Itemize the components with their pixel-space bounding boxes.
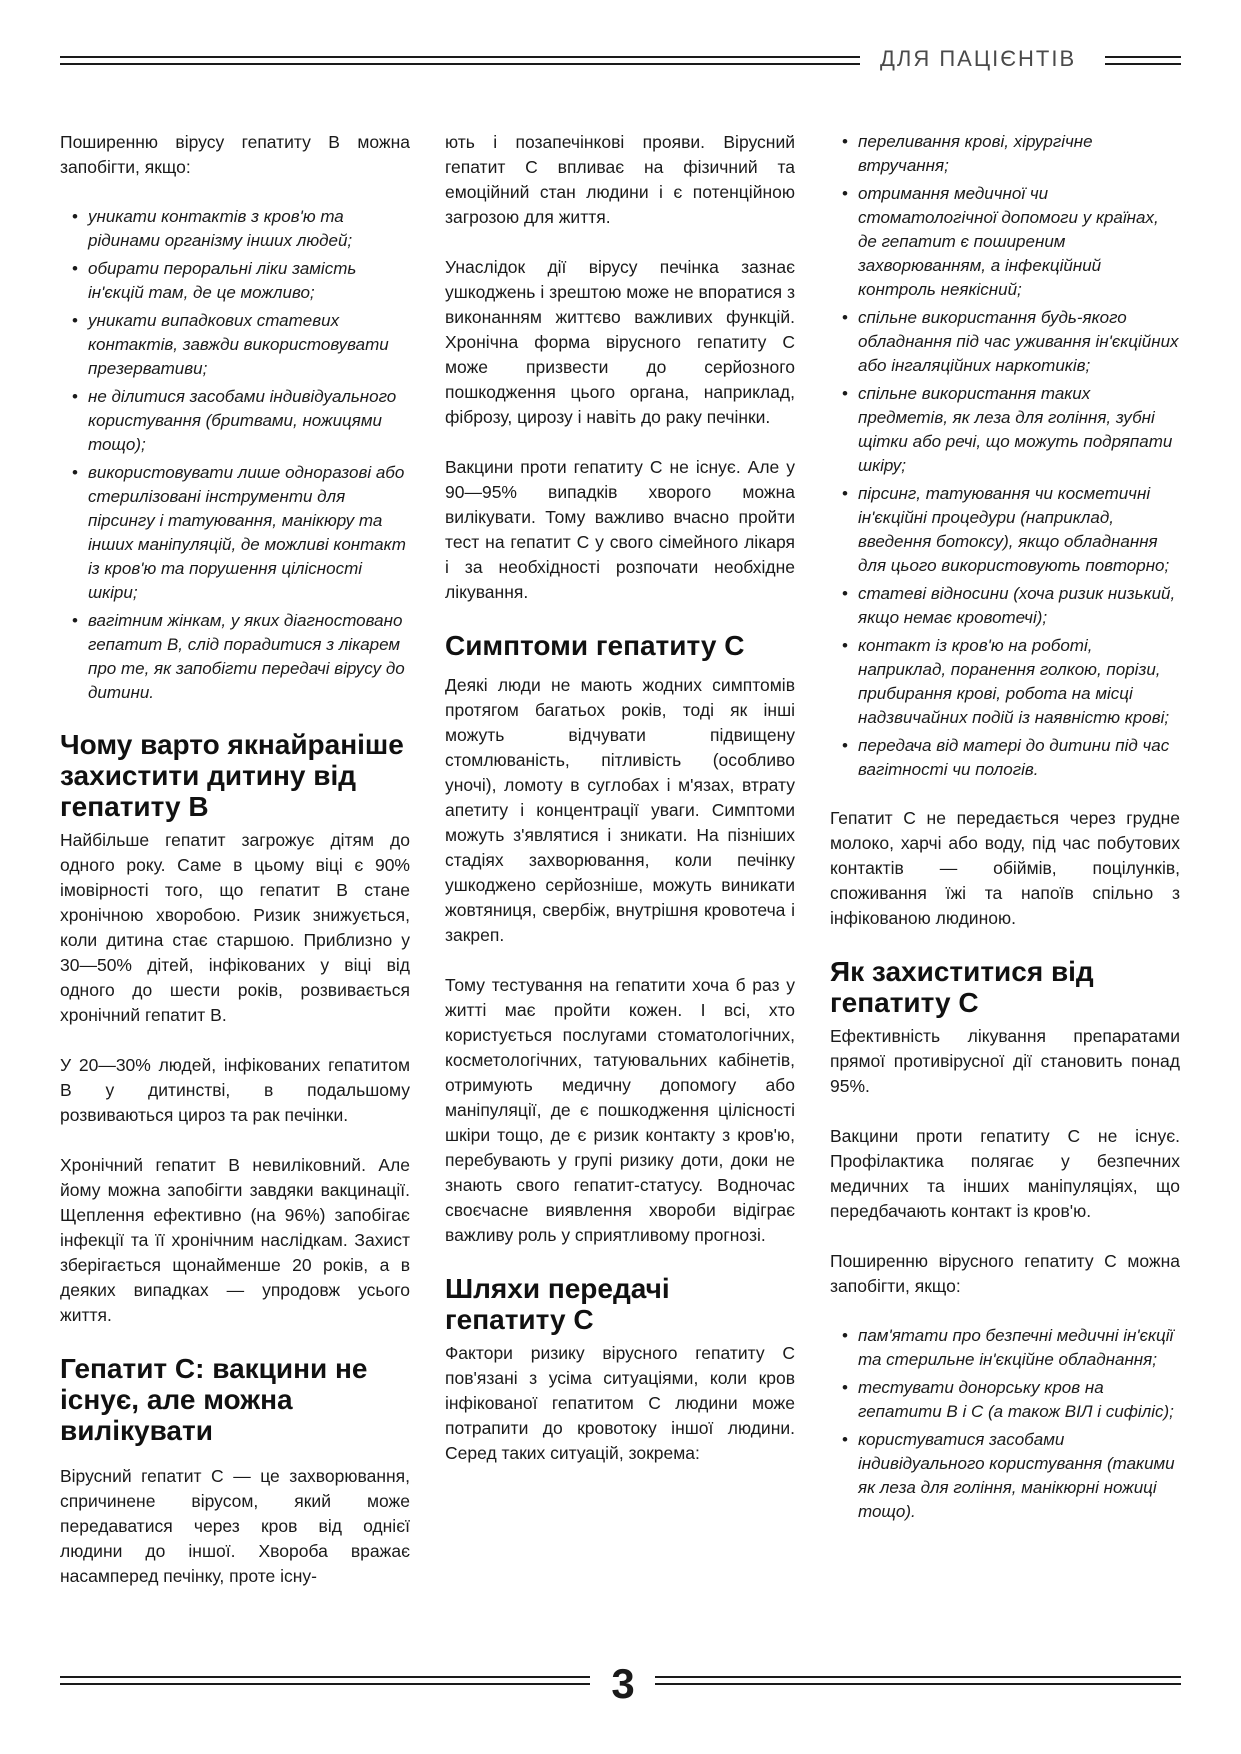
paragraph: У 20—30% людей, інфікованих гепатитом В у дитинстві, в подальшому розвиваються цироз та рак печінки. xyxy=(60,1055,410,1125)
paragraph: Вакцини проти гепатиту С не існує. Профілактика полягає у безпечних медичних та інших маніпуляціях, що передбачають контакт із кров'ю. xyxy=(830,1126,1180,1221)
paragraph: Вакцини проти гепатиту С не існує. Але у 90—95% випадків хворого можна вилікувати. Тому важливо вчасно пройти тест на гепатит С у свого сімейного лікаря і за необхідності розпочати необхідне лікування. xyxy=(445,457,795,602)
footer-rule-right xyxy=(655,1676,1181,1685)
paragraph: Фактори ризику вірусного гепатиту С пов'язані з усіма ситуаціями, коли кров інфікованої гепатитом С людини може потрапити до кровотоку іншої людини. Серед таких ситуацій, зокрема: xyxy=(445,1343,795,1463)
paragraph: Ефективність лікування препаратами прямої противірусної дії становить понад 95%. xyxy=(830,1026,1180,1096)
list-item: • спільне використання таких предметів, як леза для гоління, зубні щітки або речі, що можуть подряпати шкіру; xyxy=(830,382,1180,478)
paragraph: Гепатит С не передається через грудне молоко, харчі або воду, під час побутових контактів — обіймів, поцілунків, споживання їжі та напоїв спільно з інфікованою людиною. xyxy=(830,808,1180,928)
section-heading: Як захиститися від гепатиту С xyxy=(830,956,1094,1018)
list-item: • вагітним жінкам, у яких діагностовано гепатит В, слід порадитися з лікарем про те, як запобігти передачі вірусу до дитини. xyxy=(60,609,410,705)
list-item: • уникати контактів з кров'ю та рідинами організму інших людей; xyxy=(60,205,410,253)
column-2 xyxy=(445,130,795,1491)
list-item: • використовувати лише одноразові або стерилізовані інструменти для пірсингу і татуювання, манікюру та інших маніпуляцій, де можливі контакт із кров'ю та порушення цілісності шкіри; xyxy=(60,461,410,605)
list-item: • користуватися засобами індивідуального користування (такими як леза для гоління, манікюрні ножиці тощо). xyxy=(830,1428,1180,1524)
list-item: • обирати пероральні ліки замість ін'єкцій там, де це можливо; xyxy=(60,257,410,305)
paragraph: Поширенню вірусу гепатиту В можна запобігти, якщо: xyxy=(60,132,410,177)
prevention-list-hep-b xyxy=(60,205,410,705)
list-item: • уникати випадкових статевих контактів, завжди використовувати презервативи; xyxy=(60,309,410,381)
list-item: • отримання медичної чи стоматологічної допомоги у країнах, де гепатит є поширеним захворюванням, а інфекційний контроль неякісний; xyxy=(830,182,1180,302)
paragraph: Вірусний гепатит С — це захворювання, спричинене вірусом, який може передаватися через кров від однієї людини до іншої. Хвороба вражає насамперед печінку, проте існу- xyxy=(60,1466,410,1586)
list-item: • статеві відносини (хоча ризик низький, якщо немає кровотечі); xyxy=(830,582,1180,630)
paragraph: Найбільше гепатит загрожує дітям до одного року. Саме в цьому віці є 90% імовірності того, що гепатит В стане хронічною хворобою. Ризик знижується, коли дитина стає старшою. Приблизно у 30—50% дітей, інфікованих у віці від одного до шести років, розвивається хронічний гепатит В. xyxy=(60,830,410,1025)
paragraph: Поширенню вірусного гепатиту С можна запобігти, якщо: xyxy=(830,1251,1180,1296)
footer-rule-left xyxy=(60,1676,590,1685)
list-item: • переливання крові, хірургічне втручання; xyxy=(830,130,1180,178)
column-3 xyxy=(830,130,1180,1548)
paragraph: ють і позапечінкові прояви. Вірусний гепатит С впливає на фізичний та емоційний стан людини і є потенційною загрозою для життя. xyxy=(445,132,795,227)
risk-factors-list xyxy=(830,130,1180,782)
paragraph: Деякі люди не мають жодних симптомів протягом багатьох років, тоді як інші можуть відчувати підвищену стомлюваність, пітливість (особливо уночі), ломоту в суглобах і м'язах, втрату апетиту і концентрації уваги. Симптоми можуть з'являтися і зникати. На пізніших стадіях захворювання, коли печінку ушкоджено серйозніше, можуть виникати жовтяниця, свербіж, внутрішня кровотеча і закреп. xyxy=(445,675,795,945)
section-heading: Симптоми гепатиту С xyxy=(445,630,745,661)
section-heading: Шляхи передачі гепатиту С xyxy=(445,1273,670,1335)
list-item: • не ділитися засобами індивідуального користування (бритвами, ножицями тощо); xyxy=(60,385,410,457)
section-heading: Гепатит С: вакцини не існує, але можна вилікувати xyxy=(60,1353,368,1446)
prevention-list-hep-c xyxy=(830,1324,1180,1524)
list-item: • контакт із кров'ю на роботі, наприклад, поранення голкою, порізи, прибирання крові, робота на місці надзвичайних подій із наявністю крові; xyxy=(830,634,1180,730)
paragraph: Унаслідок дії вірусу печінка зазнає ушкоджень і зрештою може не впоратися з виконанням життєво важливих функцій. Хронічна форма вірусного гепатиту С може призвести до серйозного пошкодження цього органа, наприклад, фіброзу, цирозу і навіть до раку печінки. xyxy=(445,257,795,427)
column-1 xyxy=(60,130,410,1614)
page-number: 3 xyxy=(611,1660,635,1707)
section-label: ДЛЯ ПАЦІЄНТІВ xyxy=(880,46,1077,71)
paragraph: Хронічний гепатит В невиліковний. Але йому можна запобігти завдяки вакцинації. Щеплення ефективно (на 96%) запобігає інфекції та її хронічним наслідкам. Захист зберігається щонайменше 20 років, а в деяких випадках — упродовж усього життя. xyxy=(60,1155,410,1325)
section-heading: Чому варто якнайраніше захистити дитину від гепатиту В xyxy=(60,729,404,822)
header-rule-right xyxy=(1105,56,1181,65)
list-item: • тестувати донорську кров на гепатити В і С (а також ВІЛ і сифіліс); xyxy=(830,1376,1180,1424)
list-item: • передача від матері до дитини під час вагітності чи пологів. xyxy=(830,734,1180,782)
header-rule-left xyxy=(60,56,860,65)
list-item: • пам'ятати про безпечні медичні ін'єкції та стерильне ін'єкційне обладнання; xyxy=(830,1324,1180,1372)
list-item: • пірсинг, татуювання чи косметичні ін'єкційні процедури (наприклад, введення ботоксу), якщо обладнання для цього використовують повторно; xyxy=(830,482,1180,578)
paragraph: Тому тестування на гепатити хоча б раз у житті має пройти кожен. І всі, хто користується послугами стоматологічних, косметологічних, татуювальних кабінетів, отримують медичну допомогу або маніпуляції, де є пошкодження цілісності шкіри тощо, де є ризик контакту з кров'ю, перебувають у групі ризику доти, доки не знають свого гепатит-статусу. Водночас своєчасне виявлення хвороби відіграє важливу роль у сприятливому прогнозі. xyxy=(445,975,795,1245)
list-item: • спільне використання будь-якого обладнання під час уживання ін'єкційних або інгаляційних наркотиків; xyxy=(830,306,1180,378)
